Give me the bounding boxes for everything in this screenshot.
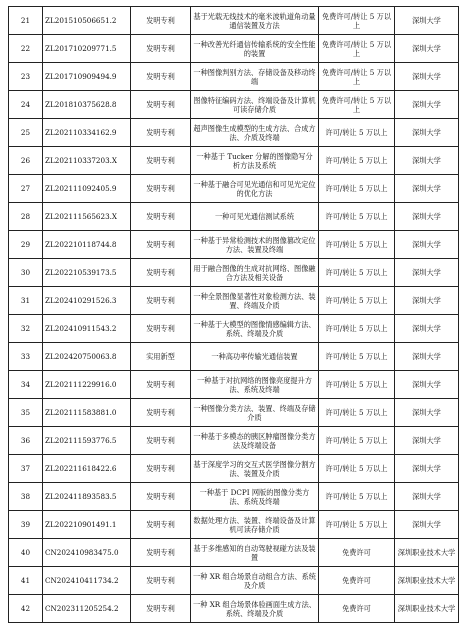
patent-type-cell: 发明专利 bbox=[131, 315, 191, 343]
patent-title-cell: 一种图像判别方法、存储设备及移动终端 bbox=[191, 63, 319, 91]
application-number-cell: ZL202410291526.3 bbox=[43, 287, 131, 315]
patent-title-cell: 基于多维感知的自动驾驶视碰方法及装置 bbox=[191, 539, 319, 567]
patent-owner-cell: 深圳大学 bbox=[395, 231, 459, 259]
patent-title-cell: 用于融合图像的生成对抗网络、图像融合方法及相关设备 bbox=[191, 259, 319, 287]
patent-type-cell: 发明专利 bbox=[131, 595, 191, 623]
patent-type-cell: 发明专利 bbox=[131, 567, 191, 595]
application-number-cell: ZL202111229916.0 bbox=[43, 371, 131, 399]
patent-title-cell: 一种改善光纤通信传输系统的安全性能的装置 bbox=[191, 35, 319, 63]
patent-table-body bbox=[9, 7, 459, 623]
row-number-cell: 35 bbox=[9, 399, 43, 427]
row-number-cell: 21 bbox=[9, 7, 43, 35]
application-number-cell: CN202311205254.2 bbox=[43, 595, 131, 623]
patent-type-cell: 发明专利 bbox=[131, 175, 191, 203]
patent-title-cell: 一种基于对抗网络的图像亮度提升方法、系统及终端 bbox=[191, 371, 319, 399]
table-row bbox=[9, 511, 459, 539]
row-number-cell: 37 bbox=[9, 455, 43, 483]
row-number-cell: 28 bbox=[9, 203, 43, 231]
patent-title-cell: 一种全景图像显著性对象检测方法、装置、终端及介质 bbox=[191, 287, 319, 315]
row-number-cell: 26 bbox=[9, 147, 43, 175]
table-row bbox=[9, 595, 459, 623]
row-number-cell: 39 bbox=[9, 511, 43, 539]
patent-type-cell: 发明专利 bbox=[131, 455, 191, 483]
license-terms-cell: 免费许可/转让 5 万以上 bbox=[319, 35, 395, 63]
patent-type-cell: 发明专利 bbox=[131, 147, 191, 175]
patent-owner-cell: 深圳大学 bbox=[395, 63, 459, 91]
application-number-cell: CN202410411734.2 bbox=[43, 567, 131, 595]
patent-owner-cell: 深圳大学 bbox=[395, 511, 459, 539]
patent-title-cell: 数据处理方法、装置、终端设备及计算机可读存储介质 bbox=[191, 511, 319, 539]
license-terms-cell: 许可/转让 5 万以上 bbox=[319, 427, 395, 455]
license-terms-cell: 许可/转让 5 万以上 bbox=[319, 147, 395, 175]
patent-title-cell: 一种 XR 组合场景自动组合方法、系统及介质 bbox=[191, 567, 319, 595]
table-row bbox=[9, 483, 459, 511]
patent-type-cell: 发明专利 bbox=[131, 259, 191, 287]
application-number-cell: ZL201710209771.5 bbox=[43, 35, 131, 63]
license-terms-cell: 许可/转让 5 万以上 bbox=[319, 315, 395, 343]
application-number-cell: ZL201810375628.8 bbox=[43, 91, 131, 119]
patent-type-cell: 发明专利 bbox=[131, 539, 191, 567]
application-number-cell: ZL202420750063.8 bbox=[43, 343, 131, 371]
patent-title-cell: 一种可见光通信测试系统 bbox=[191, 203, 319, 231]
patent-type-cell: 发明专利 bbox=[131, 231, 191, 259]
license-terms-cell: 许可/转让 5 万以上 bbox=[319, 175, 395, 203]
patent-title-cell: 一种高功率传输光通信装置 bbox=[191, 343, 319, 371]
patent-owner-cell: 深圳大学 bbox=[395, 259, 459, 287]
patent-type-cell: 发明专利 bbox=[131, 91, 191, 119]
table-row bbox=[9, 399, 459, 427]
patent-title-cell: 图像特征编码方法、终端设备及计算机可读存储介质 bbox=[191, 91, 319, 119]
row-number-cell: 24 bbox=[9, 91, 43, 119]
patent-title-cell: 一种基于大模型的图像情感编辑方法、系统、终端及介质 bbox=[191, 315, 319, 343]
row-number-cell: 41 bbox=[9, 567, 43, 595]
patent-type-cell: 发明专利 bbox=[131, 483, 191, 511]
row-number-cell: 42 bbox=[9, 595, 43, 623]
table-row bbox=[9, 259, 459, 287]
patent-title-cell: 基于光载无线技术的毫米波轨道角动量通信装置及方法 bbox=[191, 7, 319, 35]
row-number-cell: 33 bbox=[9, 343, 43, 371]
patent-type-cell: 实用新型 bbox=[131, 343, 191, 371]
patent-type-cell: 发明专利 bbox=[131, 35, 191, 63]
license-terms-cell: 许可/转让 5 万以上 bbox=[319, 259, 395, 287]
license-terms-cell: 许可/转让 5 万以上 bbox=[319, 455, 395, 483]
row-number-cell: 27 bbox=[9, 175, 43, 203]
table-row bbox=[9, 175, 459, 203]
table-row bbox=[9, 315, 459, 343]
table-row bbox=[9, 119, 459, 147]
row-number-cell: 25 bbox=[9, 119, 43, 147]
table-row bbox=[9, 567, 459, 595]
license-terms-cell: 许可/转让 5 万以上 bbox=[319, 371, 395, 399]
license-terms-cell: 许可/转让 5 万以上 bbox=[319, 287, 395, 315]
table-row bbox=[9, 203, 459, 231]
table-row bbox=[9, 231, 459, 259]
license-terms-cell: 免费许可/转让 5 万以上 bbox=[319, 91, 395, 119]
application-number-cell: ZL202210118744.8 bbox=[43, 231, 131, 259]
row-number-cell: 34 bbox=[9, 371, 43, 399]
table-row bbox=[9, 91, 459, 119]
patent-title-cell: 一种基于融合可见光通信和可见光定位的优化方法 bbox=[191, 175, 319, 203]
patent-owner-cell: 深圳大学 bbox=[395, 371, 459, 399]
patent-type-cell: 发明专利 bbox=[131, 371, 191, 399]
patent-owner-cell: 深圳职业技术大学 bbox=[395, 567, 459, 595]
patent-owner-cell: 深圳职业技术大学 bbox=[395, 539, 459, 567]
application-number-cell: ZL202210539173.5 bbox=[43, 259, 131, 287]
row-number-cell: 30 bbox=[9, 259, 43, 287]
license-terms-cell: 许可/转让 5 万以上 bbox=[319, 231, 395, 259]
patent-title-cell: 超声图像生成模型的生成方法、合成方法、介质及终端 bbox=[191, 119, 319, 147]
patent-type-cell: 发明专利 bbox=[131, 511, 191, 539]
row-number-cell: 32 bbox=[9, 315, 43, 343]
license-terms-cell: 免费许可 bbox=[319, 539, 395, 567]
table-row bbox=[9, 7, 459, 35]
patent-type-cell: 发明专利 bbox=[131, 119, 191, 147]
license-terms-cell: 许可/转让 5 万以上 bbox=[319, 399, 395, 427]
table-row bbox=[9, 371, 459, 399]
patent-owner-cell: 深圳大学 bbox=[395, 119, 459, 147]
table-row bbox=[9, 287, 459, 315]
application-number-cell: ZL202111593776.5 bbox=[43, 427, 131, 455]
patent-owner-cell: 深圳大学 bbox=[395, 399, 459, 427]
patent-owner-cell: 深圳大学 bbox=[395, 175, 459, 203]
patent-title-cell: 一种图像分类方法、装置、终端及存储介质 bbox=[191, 399, 319, 427]
patent-owner-cell: 深圳大学 bbox=[395, 455, 459, 483]
patent-title-cell: 一种基于多模态的胰区肿瘤图像分类方法及终端设备 bbox=[191, 427, 319, 455]
table-row bbox=[9, 147, 459, 175]
patent-owner-cell: 深圳大学 bbox=[395, 343, 459, 371]
patent-table bbox=[8, 6, 459, 623]
patent-owner-cell: 深圳大学 bbox=[395, 91, 459, 119]
application-number-cell: ZL201510506651.2 bbox=[43, 7, 131, 35]
license-terms-cell: 免费许可 bbox=[319, 567, 395, 595]
table-row bbox=[9, 539, 459, 567]
table-row bbox=[9, 427, 459, 455]
application-number-cell: ZL202110337203.X bbox=[43, 147, 131, 175]
license-terms-cell: 许可/转让 5 万以上 bbox=[319, 203, 395, 231]
row-number-cell: 31 bbox=[9, 287, 43, 315]
table-row bbox=[9, 35, 459, 63]
patent-type-cell: 发明专利 bbox=[131, 203, 191, 231]
patent-title-cell: 基于深度学习的交互式医学图像分割方法、装置及介质 bbox=[191, 455, 319, 483]
patent-title-cell: 一种 XR 组合场景体验画面生成方法、系统、终端及介质 bbox=[191, 595, 319, 623]
application-number-cell: ZL202211618422.6 bbox=[43, 455, 131, 483]
application-number-cell: ZL201710909494.9 bbox=[43, 63, 131, 91]
application-number-cell: ZL202110334162.9 bbox=[43, 119, 131, 147]
patent-owner-cell: 深圳大学 bbox=[395, 147, 459, 175]
patent-owner-cell: 深圳大学 bbox=[395, 35, 459, 63]
license-terms-cell: 许可/转让 5 万以上 bbox=[319, 511, 395, 539]
patent-owner-cell: 深圳大学 bbox=[395, 203, 459, 231]
row-number-cell: 38 bbox=[9, 483, 43, 511]
patent-type-cell: 发明专利 bbox=[131, 63, 191, 91]
patent-owner-cell: 深圳职业技术大学 bbox=[395, 595, 459, 623]
row-number-cell: 29 bbox=[9, 231, 43, 259]
patent-type-cell: 发明专利 bbox=[131, 287, 191, 315]
row-number-cell: 36 bbox=[9, 427, 43, 455]
table-row bbox=[9, 343, 459, 371]
row-number-cell: 40 bbox=[9, 539, 43, 567]
application-number-cell: ZL202111583881.0 bbox=[43, 399, 131, 427]
application-number-cell: ZL202111092405.9 bbox=[43, 175, 131, 203]
patent-type-cell: 发明专利 bbox=[131, 399, 191, 427]
application-number-cell: ZL202410911543.2 bbox=[43, 315, 131, 343]
license-terms-cell: 许可/转让 5 万以上 bbox=[319, 119, 395, 147]
application-number-cell: ZL202210901491.1 bbox=[43, 511, 131, 539]
license-terms-cell: 许可/转让 5 万以上 bbox=[319, 483, 395, 511]
application-number-cell: ZL202111565623.X bbox=[43, 203, 131, 231]
application-number-cell: ZL202411893583.5 bbox=[43, 483, 131, 511]
patent-owner-cell: 深圳大学 bbox=[395, 287, 459, 315]
table-row bbox=[9, 63, 459, 91]
row-number-cell: 23 bbox=[9, 63, 43, 91]
patent-type-cell: 发明专利 bbox=[131, 427, 191, 455]
license-terms-cell: 许可/转让 5 万以上 bbox=[319, 343, 395, 371]
table-row bbox=[9, 455, 459, 483]
patent-owner-cell: 深圳大学 bbox=[395, 7, 459, 35]
patent-type-cell: 发明专利 bbox=[131, 7, 191, 35]
patent-owner-cell: 深圳大学 bbox=[395, 427, 459, 455]
patent-title-cell: 一种基于 DCPI 网版的图像分类方法、系统及终端 bbox=[191, 483, 319, 511]
patent-title-cell: 一种基于异常检测技术的图像篡改定位方法、装置及终端 bbox=[191, 231, 319, 259]
license-terms-cell: 免费许可 bbox=[319, 595, 395, 623]
license-terms-cell: 免费许可/转让 5 万以上 bbox=[319, 7, 395, 35]
patent-owner-cell: 深圳大学 bbox=[395, 483, 459, 511]
patent-title-cell: 一种基于 Tucker 分解的图像隐写分析方法及系统 bbox=[191, 147, 319, 175]
patent-owner-cell: 深圳大学 bbox=[395, 315, 459, 343]
license-terms-cell: 免费许可/转让 5 万以上 bbox=[319, 63, 395, 91]
application-number-cell: CN202410983475.0 bbox=[43, 539, 131, 567]
row-number-cell: 22 bbox=[9, 35, 43, 63]
